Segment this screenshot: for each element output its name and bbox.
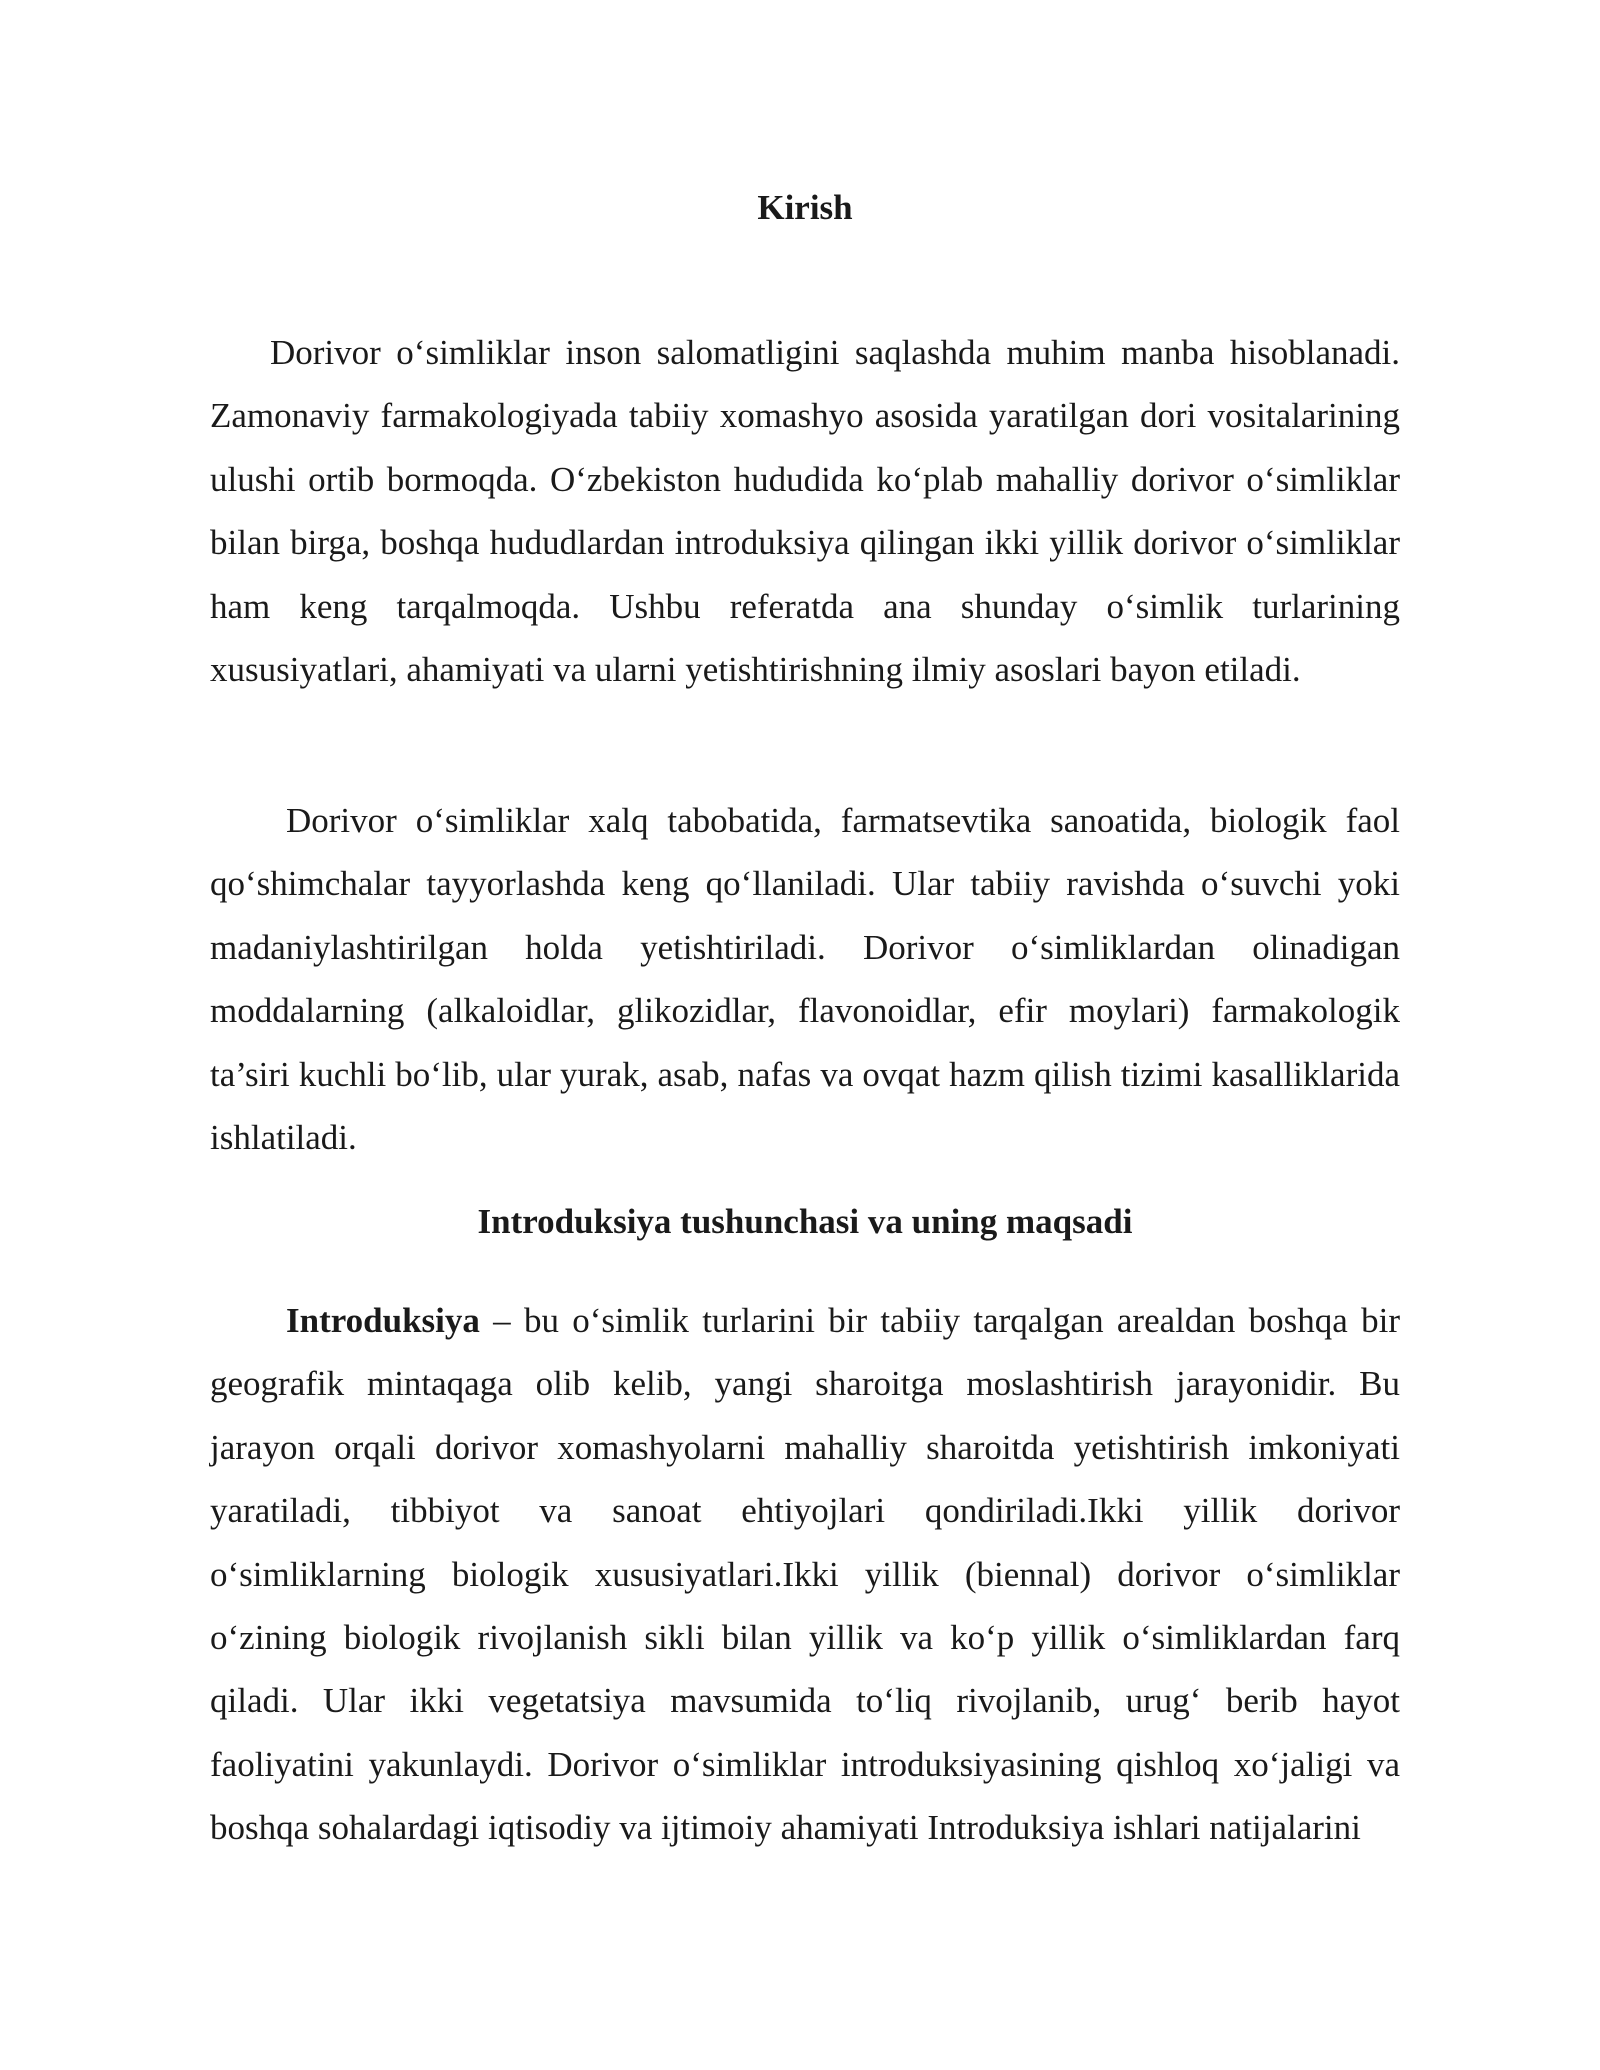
section-heading: Introduksiya tushunchasi va uning maqsadi [477, 1202, 1133, 1241]
definition-term: Introduksiya [286, 1301, 480, 1340]
definition-text: – bu o‘simlik turlarini bir tabiiy tarqalgan arealdan boshqa bir geografik mintaqaga olib kelib, yangi sharoitga moslashtirish jarayonidir. Bu jarayon orqali dorivor xomashyolarni mahalliy sharoitda yetishtirish imkoniyati yaratiladi, tibbiyot va sanoat ehtiyojlari qondiriladi.Ikki yillik dorivor o‘simliklarning biologik xususiyatlari.Ikki yillik (biennal) dorivor o‘simliklar o‘zining biologik rivojlanish sikli bilan yillik va ko‘p yillik o‘simliklardan farq qiladi. Ular ikki vegetatsiya mavsumida to‘liq rivojlanib, urug‘ berib hayot faoliyatini yakunlaydi. Dorivor o‘simliklar introduksiyasining qishloq xo‘jaligi va boshqa sohalardagi iqtisodiy va ijtimoiy ahamiyati Introduksiya ishlari natijalarini [210, 1301, 1400, 1848]
intro-paragraph-2: Dorivor o‘simliklar xalq tabobatida, farmatsevtika sanoatida, biologik faol qo‘shimchalar tayyorlashda keng qo‘llaniladi. Ular tabiiy ravishda o‘suvchi yoki madaniylashtirilgan holda yetishtiriladi. Dorivor o‘simliklardan olinadigan moddalarning (alkaloidlar, glikozidlar, flavonoidlar, efir moylari) farmakologik ta’siri kuchli bo‘lib, ular yurak, asab, nafas va ovqat hazm qilish tizimi kasalliklarida ishlatiladi. [210, 801, 1400, 1158]
intro-paragraph-1: Dorivor o‘simliklar inson salomatligini saqlashda muhim manba hisoblanadi. Zamonaviy farmakologiyada tabiiy xomashyo asosida yaratilgan dori vositalarining ulushi ortib bormoqda. O‘zbekiston hududida ko‘plab mahalliy dorivor o‘simliklar bilan birga, boshqa hududlardan introduksiya qilingan ikki yillik dorivor o‘simliklar ham keng tarqalmoqda. Ushbu referatda ana shunday o‘simlik turlarining xususiyatlari, ahamiyati va ularni yetishtirishning ilmiy asoslari bayon etiladi. [210, 333, 1400, 690]
definition-paragraph [210, 1289, 1400, 1860]
document-page [210, 0, 1400, 2070]
page-title: Kirish [757, 188, 853, 227]
